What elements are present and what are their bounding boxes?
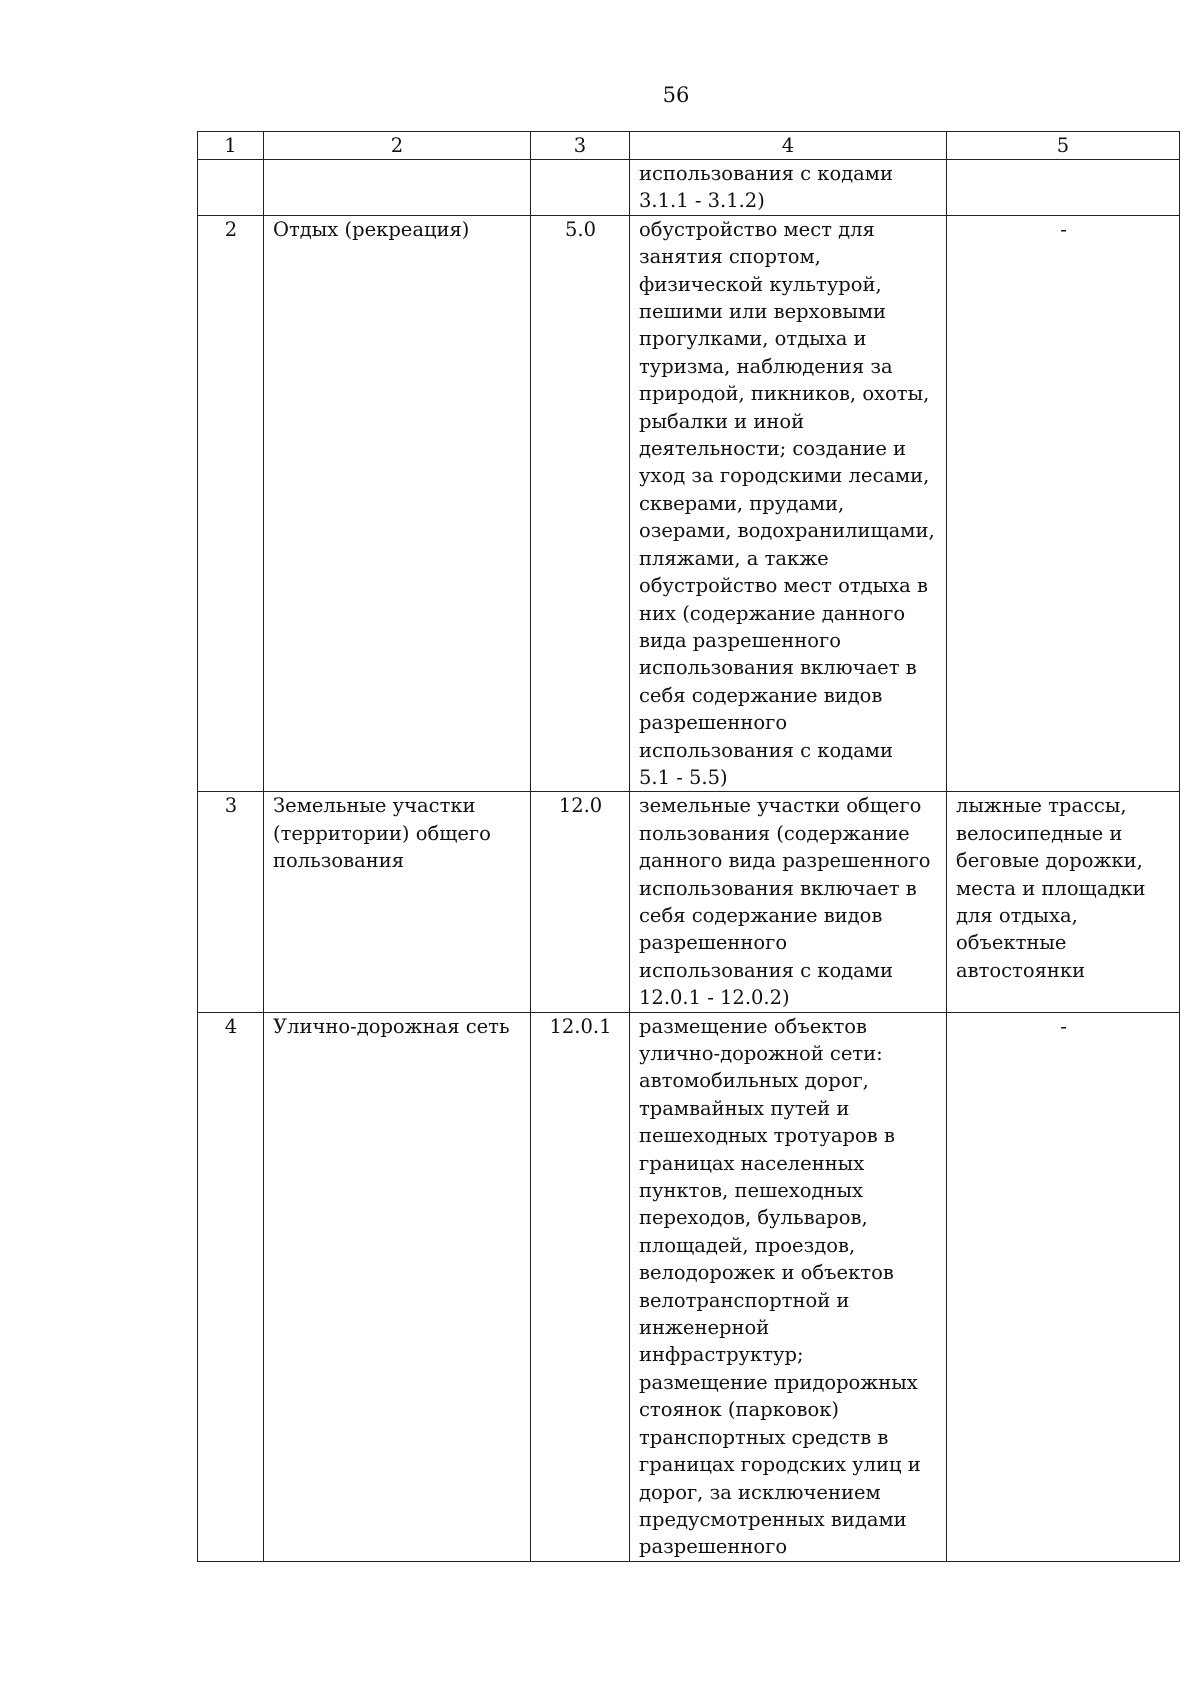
description-line: 5.1 - 5.5) <box>639 765 728 789</box>
note-cell <box>947 1012 1180 1561</box>
table-row <box>198 1012 1180 1561</box>
note-line: места и площадки <box>956 876 1146 900</box>
description-line: трамвайных путей и <box>639 1096 850 1120</box>
use-description-cell <box>630 160 947 216</box>
description-line: границах городских улиц и <box>639 1453 921 1477</box>
description-line: туризма, наблюдения за <box>639 354 893 378</box>
description-line: пользования (содержание <box>639 821 910 845</box>
description-line: данного вида разрешенного <box>639 849 931 873</box>
use-name-cell <box>264 160 531 216</box>
row-number-cell: 3 <box>198 792 264 1012</box>
description-line: 12.0.1 - 12.0.2) <box>639 986 790 1010</box>
description-line: инженерной <box>639 1316 770 1340</box>
description-line: стоянок (парковок) <box>639 1398 840 1422</box>
description-line: пешеходных тротуаров в <box>639 1124 895 1148</box>
note-cell <box>947 792 1180 1012</box>
header-col-3: 3 <box>531 132 630 160</box>
description-line: уход за городскими лесами, <box>639 464 930 488</box>
note-line: объектные <box>956 931 1067 955</box>
use-name-cell <box>264 1012 531 1561</box>
description-line: них (содержание данного <box>639 601 906 625</box>
note-line: автостоянки <box>956 958 1086 982</box>
description-line: физической культурой, <box>639 272 882 296</box>
use-code-cell: 12.0 <box>531 792 630 1012</box>
description-line: разрешенного <box>639 931 788 955</box>
description-line: обустройство мест для <box>639 217 875 241</box>
description-line: дорог, за исключением <box>639 1480 881 1504</box>
use-description-cell <box>630 1012 947 1561</box>
description-line: пешими или верховыми <box>639 300 887 324</box>
description-line: использования с кодами <box>639 162 893 185</box>
description-line: вида разрешенного <box>639 628 841 652</box>
description-line: использования включает в <box>639 876 917 900</box>
description-line: земельные участки общего <box>639 794 922 818</box>
name-line: Земельные участки <box>273 794 476 818</box>
description-line: велодорожек и объектов <box>639 1261 894 1285</box>
description-line: разрешенного <box>639 1535 788 1559</box>
note-line: - <box>1060 1014 1067 1038</box>
description-line: разрешенного <box>639 711 788 735</box>
note-line: для отдыха, <box>956 903 1078 927</box>
page-number: 56 <box>662 83 690 107</box>
row-number-cell: 2 <box>198 215 264 792</box>
use-name-cell <box>264 215 531 792</box>
note-cell <box>947 215 1180 792</box>
description-line: деятельности; создание и <box>639 437 907 461</box>
use-name-cell <box>264 792 531 1012</box>
description-line: озерами, водохранилищами, <box>639 519 935 543</box>
header-col-4: 4 <box>630 132 947 160</box>
description-line: транспортных средств в <box>639 1425 889 1449</box>
name-line: Отдых (рекреация) <box>273 217 470 241</box>
description-line: размещение объектов <box>639 1014 867 1038</box>
use-description-cell <box>630 215 947 792</box>
description-line: использования с кодами <box>639 958 893 982</box>
note-line: велосипедные и <box>956 821 1123 845</box>
note-cell <box>947 160 1180 216</box>
description-line: пляжами, а также <box>639 546 829 570</box>
use-code-cell: 5.0 <box>531 215 630 792</box>
use-description-cell <box>630 792 947 1012</box>
header-row <box>198 132 1180 160</box>
description-line: инфраструктур; <box>639 1343 804 1367</box>
table-row <box>198 215 1180 792</box>
description-line: размещение придорожных <box>639 1370 918 1394</box>
description-line: занятия спортом, <box>639 245 821 269</box>
description-line: границах населенных <box>639 1151 865 1175</box>
description-line: автомобильных дорог, <box>639 1069 869 1093</box>
note-line: лыжные трассы, <box>956 794 1127 818</box>
use-code-cell <box>531 160 630 216</box>
name-line: пользования <box>273 849 405 873</box>
description-line: улично-дорожной сети: <box>639 1042 883 1065</box>
description-line: прогулками, отдыха и <box>639 327 867 351</box>
description-line: обустройство мест отдыха в <box>639 574 928 598</box>
table-row <box>198 160 1180 216</box>
description-line: себя содержание видов <box>639 903 883 927</box>
header-col-1: 1 <box>198 132 264 160</box>
row-number-cell <box>198 160 264 216</box>
description-line: велотранспортной и <box>639 1288 850 1312</box>
description-line: переходов, бульваров, <box>639 1206 868 1230</box>
header-col-5: 5 <box>947 132 1180 160</box>
land-use-table <box>197 131 1180 1562</box>
name-line: Улично-дорожная сеть <box>273 1014 510 1038</box>
row-number-cell: 4 <box>198 1012 264 1561</box>
header-col-2: 2 <box>264 132 531 160</box>
name-line: (территории) общего <box>273 821 491 845</box>
use-code-cell: 12.0.1 <box>531 1012 630 1561</box>
note-line: - <box>1060 217 1067 241</box>
description-line: предусмотренных видами <box>639 1507 907 1531</box>
description-line: площадей, проездов, <box>639 1233 856 1257</box>
description-line: использования с кодами <box>639 738 893 762</box>
note-line: беговые дорожки, <box>956 849 1143 873</box>
description-line: пунктов, пешеходных <box>639 1179 864 1203</box>
description-line: природой, пикников, охоты, <box>639 382 930 406</box>
description-line: себя содержание видов <box>639 683 883 707</box>
description-line: 3.1.1 - 3.1.2) <box>639 189 765 213</box>
description-line: использования включает в <box>639 656 917 680</box>
description-line: скверами, прудами, <box>639 491 845 515</box>
description-line: рыбалки и иной <box>639 409 805 433</box>
table-row <box>198 792 1180 1012</box>
